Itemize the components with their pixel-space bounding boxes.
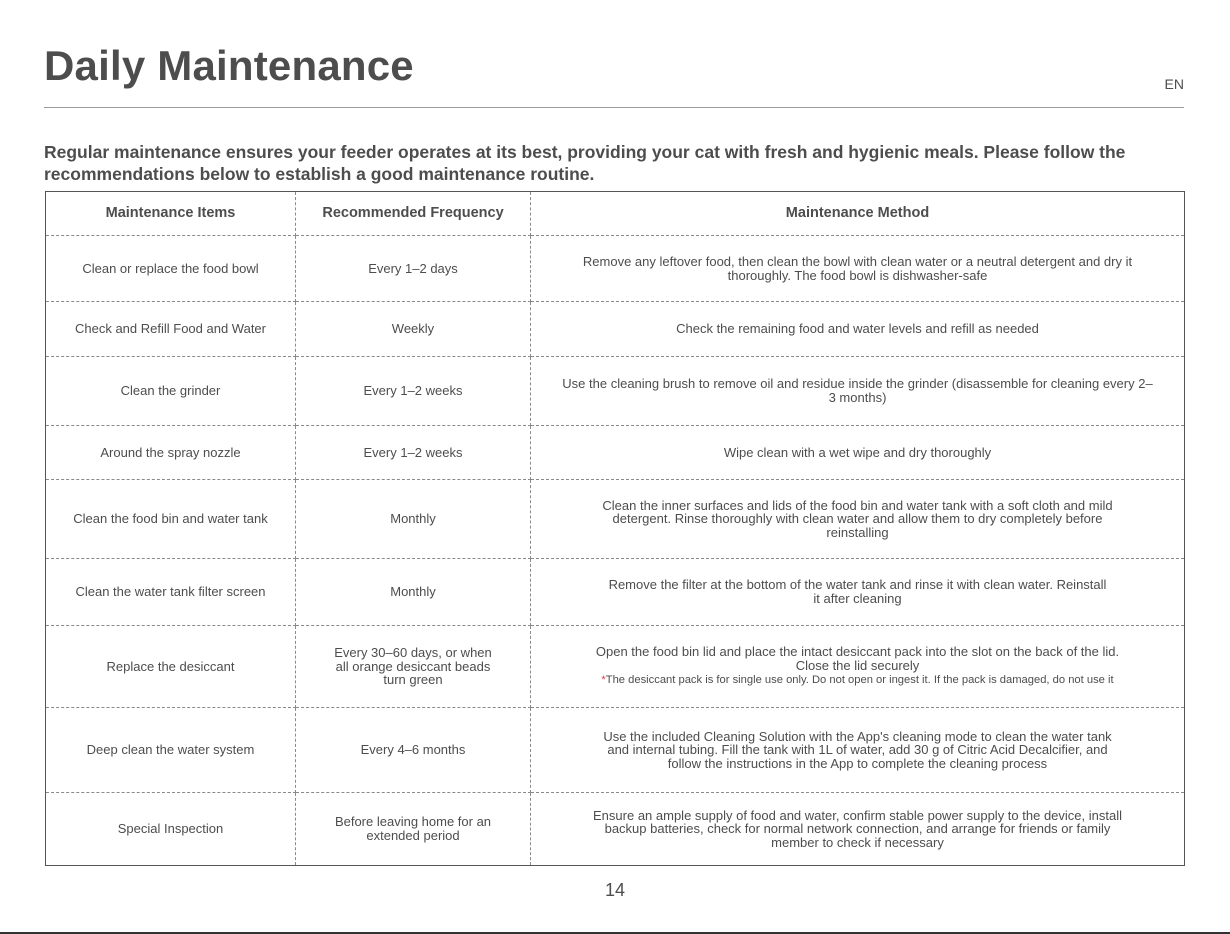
maintenance-method: Remove any leftover food, then clean the bowl with clean water or a neutral detergent and dry it thoroughly. The food bowl is dishwasher-safe xyxy=(531,236,1185,302)
recommended-frequency: Weekly xyxy=(296,302,531,357)
recommended-frequency: Every 1–2 weeks xyxy=(296,426,531,480)
maintenance-method-cell xyxy=(531,626,1185,708)
recommended-frequency: Every 4–6 months xyxy=(296,708,531,793)
table-row xyxy=(46,480,1185,559)
header-maintenance-items: Maintenance Items xyxy=(46,192,296,236)
title-divider xyxy=(44,107,1184,108)
intro-text: Regular maintenance ensures your feeder operates at its best, providing your cat with fresh and hygienic meals. Please follow the recommendations below to establish a good maintenance routine. xyxy=(44,142,1126,184)
maintenance-method: Open the food bin lid and place the intact desiccant pack into the slot on the back of the lid. Close the lid securely xyxy=(595,644,1120,673)
maintenance-item: Clean the water tank filter screen xyxy=(46,559,296,626)
recommended-frequency: Every 30–60 days, or when all orange desiccant beads turn green xyxy=(296,626,531,708)
maintenance-method: Use the cleaning brush to remove oil and residue inside the grinder (disassemble for cleaning every 2–3 months) xyxy=(531,357,1185,426)
note-text: The desiccant pack is for single use only. Do not open or ingest it. If the pack is damaged, do not use it xyxy=(605,674,1114,687)
maintenance-item: Clean or replace the food bowl xyxy=(46,236,296,302)
page-title: Daily Maintenance xyxy=(44,42,414,89)
maintenance-item: Special Inspection xyxy=(46,793,296,866)
maintenance-method: Use the included Cleaning Solution with the App's cleaning mode to clean the water tank and internal tubing. Fill the tank with 1L of water, add 30 g of Citric Acid Decalcifier, and follow the instructions in the App to complete the cleaning process xyxy=(531,708,1185,793)
table-row xyxy=(46,236,1185,302)
maintenance-item: Deep clean the water system xyxy=(46,708,296,793)
maintenance-method: Wipe clean with a wet wipe and dry thoroughly xyxy=(531,426,1185,480)
maintenance-item: Replace the desiccant xyxy=(46,626,296,708)
table-header-row xyxy=(46,192,1185,236)
recommended-frequency: Monthly xyxy=(296,559,531,626)
table-row xyxy=(46,626,1185,708)
table-row xyxy=(46,426,1185,480)
desiccant-note xyxy=(579,674,1136,688)
recommended-frequency: Monthly xyxy=(296,480,531,559)
maintenance-item: Clean the grinder xyxy=(46,357,296,426)
recommended-frequency: Before leaving home for an extended period xyxy=(296,793,531,866)
page-number: 14 xyxy=(604,880,626,900)
note-asterisk: * xyxy=(601,674,606,687)
maintenance-method: Ensure an ample supply of food and water, confirm stable power supply to the device, install backup batteries, check for normal network connection, and arrange for friends or family member to check if necessary xyxy=(531,793,1185,866)
maintenance-item: Clean the food bin and water tank xyxy=(46,480,296,559)
table-row xyxy=(46,559,1185,626)
maintenance-method: Clean the inner surfaces and lids of the food bin and water tank with a soft cloth and mild detergent. Rinse thoroughly with clean water and allow them to dry completely before reinstalling xyxy=(531,480,1185,559)
recommended-frequency: Every 1–2 weeks xyxy=(296,357,531,426)
language-label: EN xyxy=(1164,76,1184,92)
header-recommended-frequency: Recommended Frequency xyxy=(296,192,531,236)
table-row xyxy=(46,302,1185,357)
maintenance-item: Around the spray nozzle xyxy=(46,426,296,480)
header-maintenance-method: Maintenance Method xyxy=(531,192,1185,236)
table-row xyxy=(46,357,1185,426)
table-row xyxy=(46,793,1185,866)
maintenance-item: Check and Refill Food and Water xyxy=(46,302,296,357)
maintenance-method: Remove the filter at the bottom of the water tank and rinse it with clean water. Reinstall it after cleaning xyxy=(531,559,1185,626)
recommended-frequency: Every 1–2 days xyxy=(296,236,531,302)
maintenance-method: Check the remaining food and water levels and refill as needed xyxy=(531,302,1185,357)
maintenance-table xyxy=(45,191,1185,866)
table-row xyxy=(46,708,1185,793)
